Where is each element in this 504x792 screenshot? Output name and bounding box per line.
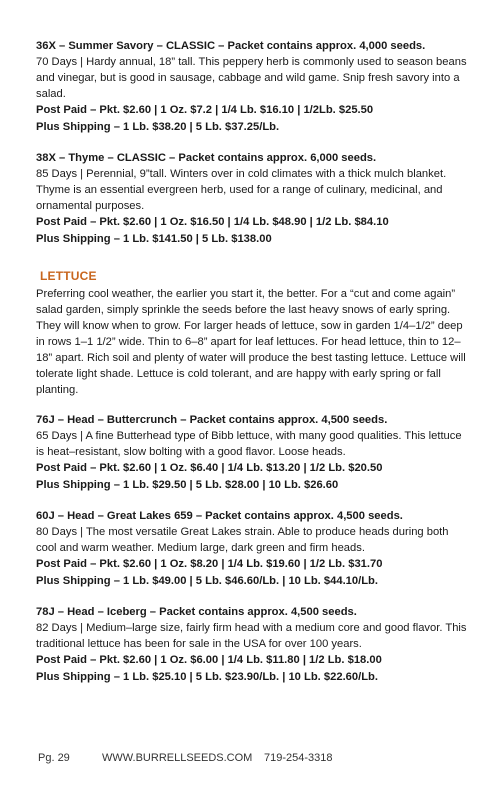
product-entry-thyme [36,150,468,248]
product-entry-great-lakes [36,508,468,590]
product-title: 76J – Head – Buttercrunch – Packet contains approx. 4,500 seeds. [36,414,388,426]
product-description: 80 Days | The most versatile Great Lakes strain. Able to produce heads during both cool and warm weather. Medium large, dark green and firm heads. [36,526,449,554]
price-post-paid: Post Paid – Pkt. $2.60 | 1 Oz. $16.50 | 1/4 Lb. $48.90 | 1/2 Lb. $84.10 [36,216,389,228]
product-title: 36X – Summer Savory – CLASSIC – Packet contains approx. 4,000 seeds. [36,40,426,52]
price-plus-shipping: Plus Shipping – 1 Lb. $141.50 | 5 Lb. $138.00 [36,233,272,245]
product-description: 85 Days | Perennial, 9”tall. Winters over in cold climates with a thick mulch blanket. Thyme is an essential evergreen herb, used for a range of culinary, medicinal, and ornamental purposes. [36,168,447,212]
price-post-paid: Post Paid – Pkt. $2.60 | 1 Oz. $8.20 | 1/4 Lb. $19.60 | 1/2 Lb. $31.70 [36,558,383,570]
product-title: 38X – Thyme – CLASSIC – Packet contains approx. 6,000 seeds. [36,152,377,164]
price-plus-shipping: Plus Shipping – 1 Lb. $25.10 | 5 Lb. $23.90/Lb. | 10 Lb. $22.60/Lb. [36,671,378,683]
phone-number: 719-254-3318 [264,752,333,764]
page-number: Pg. 29 [38,752,70,764]
product-description: 70 Days | Hardy annual, 18” tall. This peppery herb is commonly used to season beans and vinegar, but is good in sausage, cabbage and wild game. Snip fresh savory into a salad. [36,56,467,100]
price-post-paid: Post Paid – Pkt. $2.60 | 1 Oz. $7.2 | 1/4 Lb. $16.10 | 1/2Lb. $25.50 [36,104,374,116]
price-plus-shipping: Plus Shipping – 1 Lb. $29.50 | 5 Lb. $28.00 | 10 Lb. $26.60 [36,479,339,491]
product-title: 60J – Head – Great Lakes 659 – Packet contains approx. 4,500 seeds. [36,510,403,522]
section-intro: Preferring cool weather, the earlier you start it, the better. For a “cut and come again” salad garden, simply sprinkle the seeds before the last heavy snows of early spring. They will know when to grow. For larger heads of lettuce, sow in garden 1/4–1/2” deep in rows 1–1 1/2” wide. Thin to 6–8” apart for leaf lettuces. For head lettuce, thin to 12–18” apart. Rich soil and plenty of water will produce the best tasting lettuce. Lettuce will tolerate light shade. Lettuce is cold tolerant, and are happy with early spring or fall planting. [36,288,466,396]
website-link[interactable]: WWW.BURRELLSEEDS.COM [102,752,253,764]
section-heading-lettuce: LETTUCE [40,269,97,283]
product-title: 78J – Head – Iceberg – Packet contains approx. 4,500 seeds. [36,606,357,618]
product-description: 65 Days | A fine Butterhead type of Bibb lettuce, with many good qualities. This lettuce is heat–resistant, slow bolting with a good flavor. Loose heads. [36,430,462,458]
price-post-paid: Post Paid – Pkt. $2.60 | 1 Oz. $6.40 | 1/4 Lb. $13.20 | 1/2 Lb. $20.50 [36,462,383,474]
product-entry-summer-savory [36,38,468,136]
price-plus-shipping: Plus Shipping – 1 Lb. $38.20 | 5 Lb. $37.25/Lb. [36,121,280,133]
product-entry-iceberg [36,604,468,686]
catalog-page [36,38,468,700]
page-footer [38,751,333,765]
price-plus-shipping: Plus Shipping – 1 Lb. $49.00 | 5 Lb. $46.60/Lb. | 10 Lb. $44.10/Lb. [36,575,378,587]
product-description: 82 Days | Medium–large size, fairly firm head with a medium core and good flavor. This traditional lettuce has been for sale in the USA for over 100 years. [36,622,467,650]
product-entry-buttercrunch [36,412,468,494]
price-post-paid: Post Paid – Pkt. $2.60 | 1 Oz. $6.00 | 1/4 Lb. $11.80 | 1/2 Lb. $18.00 [36,654,382,666]
